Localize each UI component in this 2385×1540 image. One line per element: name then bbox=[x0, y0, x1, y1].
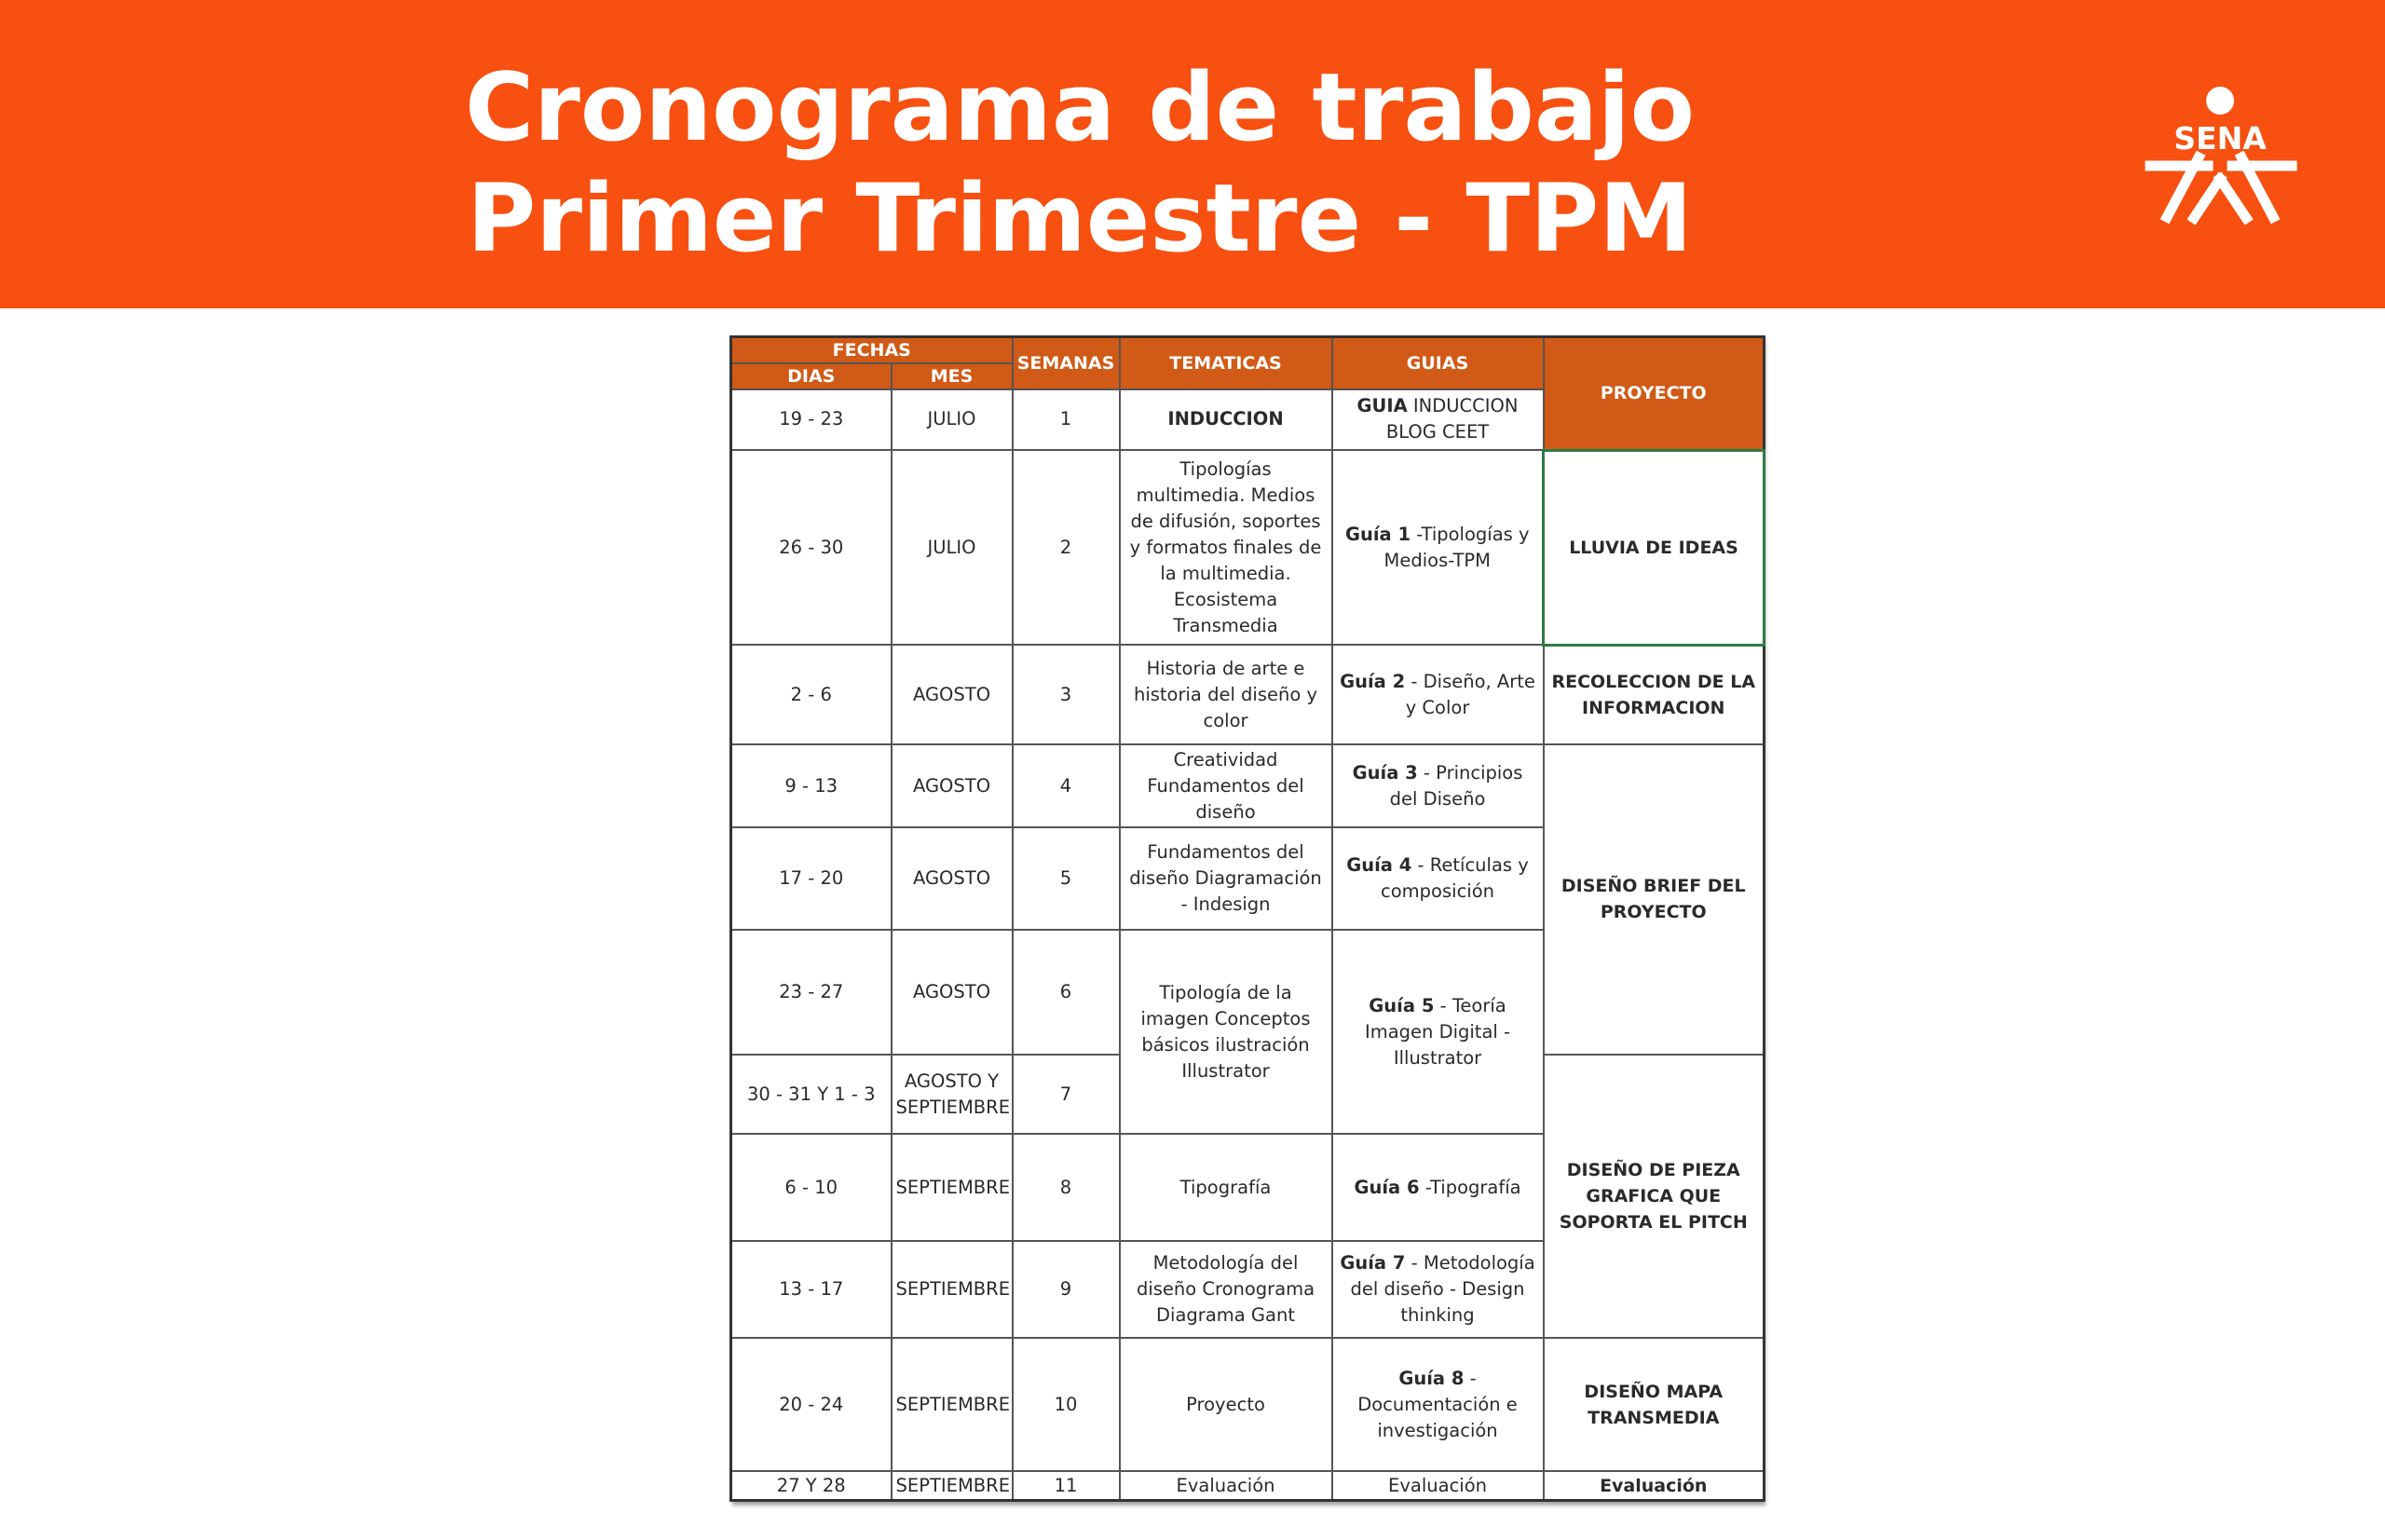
cell-dias: 17 - 20 bbox=[731, 827, 892, 930]
cell-guia bbox=[1332, 744, 1544, 828]
cell-dias: 20 - 24 bbox=[731, 1338, 892, 1471]
header-proyecto: PROYECTO bbox=[1544, 337, 1765, 451]
guia-text: - Retículas y composición bbox=[1381, 854, 1529, 903]
cell-semana: 4 bbox=[1013, 744, 1120, 828]
cell-semana: 8 bbox=[1013, 1134, 1120, 1241]
cell-dias: 27 Y 28 bbox=[731, 1471, 892, 1500]
table-row bbox=[731, 1338, 1765, 1471]
cell-proyecto: RECOLECCION DE LA INFORMACION bbox=[1544, 645, 1765, 744]
title-line-2: Primer Trimestre - TPM bbox=[467, 163, 1693, 273]
guia-label: GUIA bbox=[1356, 395, 1408, 417]
guia-text: -Tipologías y Medios-TPM bbox=[1383, 523, 1530, 571]
cell-tematica: INDUCCION bbox=[1120, 389, 1332, 450]
schedule-table bbox=[729, 335, 1765, 1502]
cell-tematica: Tipologías multimedia. Medios de difusión, soportes y formatos finales de la multimedia. Ecosistema Transmedia bbox=[1120, 450, 1332, 645]
table-row bbox=[731, 744, 1765, 828]
guia-label: Guía 2 bbox=[1340, 670, 1406, 692]
guia-text: - Documentación e investigación bbox=[1357, 1367, 1518, 1441]
cell-mes: AGOSTO Y SEPTIEMBRE bbox=[892, 1055, 1013, 1134]
cell-guia bbox=[1332, 930, 1544, 1134]
cell-dias: 30 - 31 Y 1 - 3 bbox=[731, 1055, 892, 1134]
guia-label: Guía 5 bbox=[1369, 994, 1435, 1016]
guia-label: Guía 3 bbox=[1352, 761, 1418, 784]
cell-mes: SEPTIEMBRE bbox=[892, 1134, 1013, 1241]
cell-guia bbox=[1332, 827, 1544, 930]
cell-dias: 6 - 10 bbox=[731, 1134, 892, 1241]
header-guias: GUIAS bbox=[1332, 337, 1544, 389]
cell-tematica: Creatividad Fundamentos del diseño bbox=[1120, 744, 1332, 828]
cell-tematica: Tipología de la imagen Conceptos básicos ilustración Illustrator bbox=[1120, 930, 1332, 1134]
cell-guia bbox=[1332, 645, 1544, 744]
cell-dias: 19 - 23 bbox=[731, 389, 892, 450]
cell-mes: AGOSTO bbox=[892, 930, 1013, 1055]
cell-proyecto: DISEÑO MAPA TRANSMEDIA bbox=[1544, 1338, 1765, 1471]
cell-guia bbox=[1332, 1134, 1544, 1241]
cell-proyecto: LLUVIA DE IDEAS bbox=[1544, 450, 1765, 645]
cell-mes: AGOSTO bbox=[892, 827, 1013, 930]
logo-text: SENA bbox=[2174, 120, 2267, 157]
header-fechas: FECHAS bbox=[731, 337, 1013, 363]
schedule-sheet bbox=[729, 335, 1763, 1502]
cell-dias: 9 - 13 bbox=[731, 744, 892, 828]
cell-proyecto: Evaluación bbox=[1544, 1471, 1765, 1500]
title-line-1: Cronograma de trabajo bbox=[464, 52, 1696, 162]
cell-dias: 13 - 17 bbox=[731, 1241, 892, 1339]
guia-text: - Teoría Imagen Digital - Illustrator bbox=[1364, 994, 1511, 1069]
cell-semana: 2 bbox=[1013, 450, 1120, 645]
cell-semana: 11 bbox=[1013, 1471, 1120, 1500]
header-semanas: SEMANAS bbox=[1013, 337, 1120, 389]
cell-tematica: Metodología del diseño Cronograma Diagrama Gant bbox=[1120, 1241, 1332, 1339]
cell-mes: AGOSTO bbox=[892, 744, 1013, 828]
table-row bbox=[731, 1471, 1765, 1500]
cell-mes: SEPTIEMBRE bbox=[892, 1241, 1013, 1339]
cell-tematica: Fundamentos del diseño Diagramación - Indesign bbox=[1120, 827, 1332, 930]
cell-dias: 2 - 6 bbox=[731, 645, 892, 744]
cell-semana: 7 bbox=[1013, 1055, 1120, 1134]
cell-tematica: Tipografía bbox=[1120, 1134, 1332, 1241]
guia-label: Guía 8 bbox=[1398, 1367, 1465, 1389]
table-row bbox=[731, 450, 1765, 645]
cell-tematica: Evaluación bbox=[1120, 1471, 1332, 1500]
header-mes: MES bbox=[892, 363, 1013, 389]
cell-semana: 6 bbox=[1013, 930, 1120, 1055]
cell-tematica: Proyecto bbox=[1120, 1338, 1332, 1471]
guia-text: - Principios del Diseño bbox=[1389, 761, 1523, 810]
guia-text: -Tipografía bbox=[1419, 1176, 1521, 1198]
cell-dias: 23 - 27 bbox=[731, 930, 892, 1055]
guia-label: Guía 7 bbox=[1340, 1252, 1406, 1274]
cell-proyecto: DISEÑO DE PIEZA GRAFICA QUE SOPORTA EL PITCH bbox=[1544, 1055, 1765, 1339]
table-row bbox=[731, 645, 1765, 744]
cell-mes: JULIO bbox=[892, 389, 1013, 450]
header-tematicas: TEMATICAS bbox=[1120, 337, 1332, 389]
cell-mes: SEPTIEMBRE bbox=[892, 1338, 1013, 1471]
cell-tematica: Historia de arte e historia del diseño y color bbox=[1120, 645, 1332, 744]
cell-semana: 5 bbox=[1013, 827, 1120, 930]
cell-guia bbox=[1332, 450, 1544, 645]
cell-semana: 10 bbox=[1013, 1338, 1120, 1471]
sena-logo-icon bbox=[2143, 80, 2301, 229]
cell-guia bbox=[1332, 389, 1544, 450]
cell-mes: JULIO bbox=[892, 450, 1013, 645]
cell-semana: 3 bbox=[1013, 645, 1120, 744]
guia-label: Guía 1 bbox=[1344, 523, 1411, 545]
guia-text: - Metodología del diseño - Design thinking bbox=[1350, 1252, 1535, 1327]
cell-dias: 26 - 30 bbox=[731, 450, 892, 645]
cell-semana: 9 bbox=[1013, 1241, 1120, 1339]
page-title bbox=[0, 52, 2160, 274]
cell-guia bbox=[1332, 1338, 1544, 1471]
guia-text: - Diseño, Arte y Color bbox=[1405, 670, 1535, 718]
cell-guia bbox=[1332, 1241, 1544, 1339]
guia-label: Guía 6 bbox=[1354, 1176, 1420, 1198]
cell-mes: AGOSTO bbox=[892, 645, 1013, 744]
cell-guia: Evaluación bbox=[1332, 1471, 1544, 1500]
header-dias: DIAS bbox=[731, 363, 892, 389]
guia-label: Guía 4 bbox=[1346, 854, 1412, 877]
guia-text: INDUCCION BLOG CEET bbox=[1385, 395, 1519, 443]
cell-mes: SEPTIEMBRE bbox=[892, 1471, 1013, 1500]
cell-semana: 1 bbox=[1013, 389, 1120, 450]
cell-proyecto: DISEÑO BRIEF DEL PROYECTO bbox=[1544, 744, 1765, 1055]
